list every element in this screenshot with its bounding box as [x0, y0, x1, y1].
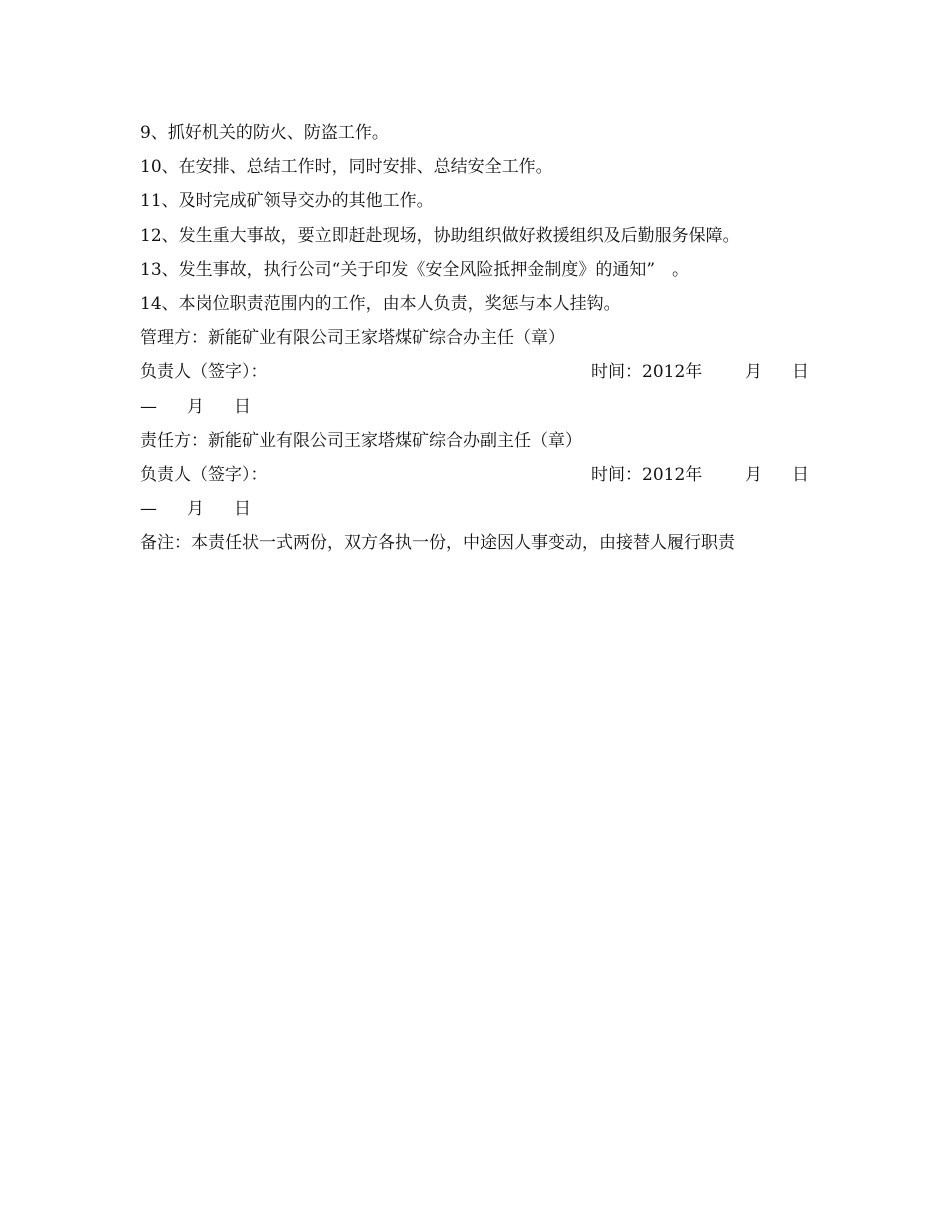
- responsible-day-2: 日: [234, 499, 251, 520]
- note: 备注：本责任状一式两份，双方各执一份，中途因人事变动，由接替人履行职责: [140, 533, 735, 554]
- responsible-month: 月: [745, 464, 762, 485]
- responsible-dash: —: [140, 499, 157, 520]
- manager-day-2: 日: [234, 396, 251, 417]
- manager-date-line: [140, 390, 820, 424]
- responsible-day: 日: [792, 464, 809, 485]
- item-13: 13、发生事故，执行公司“关于印发《安全风险抵押金制度》的通知” 。: [140, 259, 690, 280]
- document-page: [140, 116, 820, 560]
- item-10: 10、在安排、总结工作时，同时安排、总结安全工作。: [140, 157, 553, 178]
- responsible-time-label: 时间：2012年: [591, 464, 703, 485]
- responsible-party: 责任方：新能矿业有限公司王家塔煤矿综合办副主任（章）: [140, 430, 582, 451]
- manager-dash: —: [140, 396, 157, 417]
- responsible-signature-line: [140, 458, 820, 492]
- item-14: 14、本岗位职责范围内的工作，由本人负责，奖惩与本人挂钩。: [140, 293, 621, 314]
- manager-signer-label: 负责人（签字）：: [140, 362, 268, 383]
- responsible-signer-label: 负责人（签字）：: [140, 464, 268, 485]
- manager-month: 月: [745, 362, 762, 383]
- manager-signature-line: [140, 355, 820, 389]
- manager-day: 日: [792, 362, 809, 383]
- item-12: 12、发生重大事故，要立即赶赴现场，协助组织做好救援组织及后勤服务保障。: [140, 225, 740, 246]
- item-9: 9、抓好机关的防火、防盗工作。: [140, 123, 389, 143]
- manager-party: 管理方：新能矿业有限公司王家塔煤矿综合办主任（章）: [140, 328, 565, 349]
- responsible-month-2: 月: [187, 499, 204, 520]
- item-11: 11、及时完成矿领导交办的其他工作。: [140, 191, 434, 212]
- responsible-date-line: [140, 492, 820, 526]
- manager-month-2: 月: [187, 396, 204, 417]
- manager-time-label: 时间：2012年: [591, 362, 703, 383]
